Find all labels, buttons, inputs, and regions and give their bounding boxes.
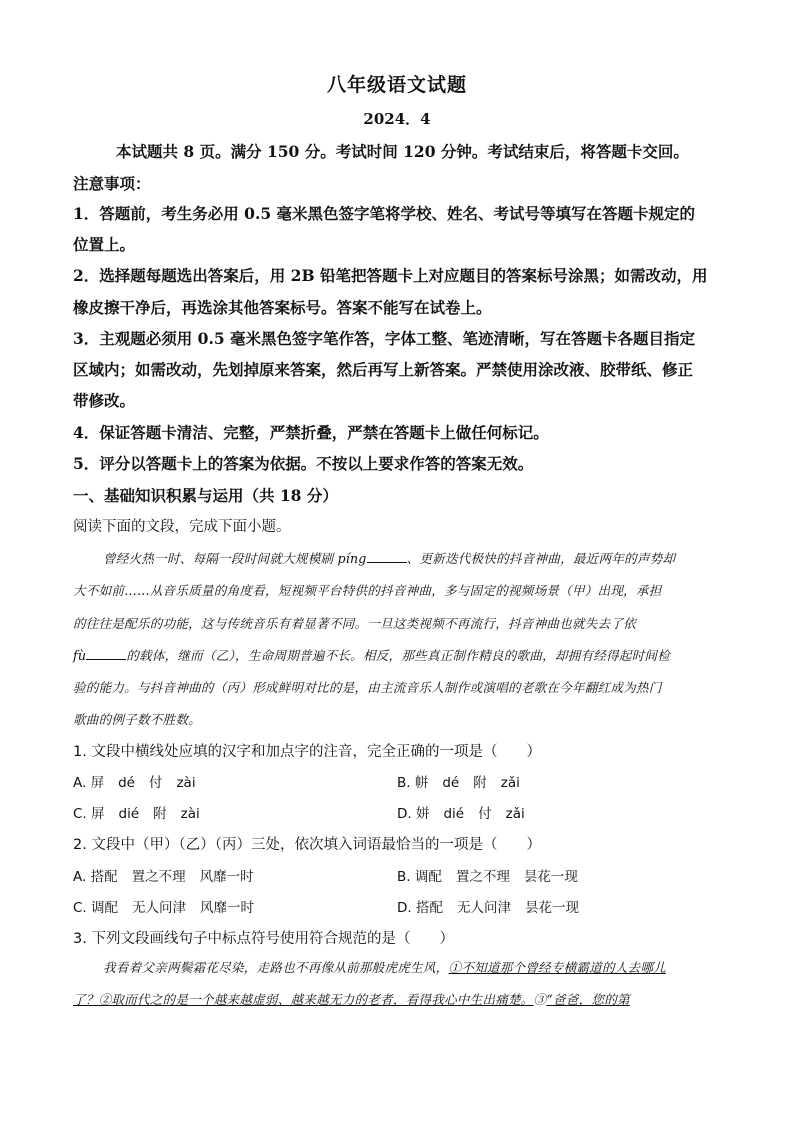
q2-option-a xyxy=(73,865,254,885)
passage-text: 曾经火热一时、每隔一段时间就大规模刷 píng xyxy=(103,551,367,566)
option-text: B. 调配 xyxy=(397,869,442,885)
note-line: 2．选择题每题选出答案后，用 2B 铅笔把答题卡上对应题目的答案标号涂黑；如需改动，用 xyxy=(73,266,708,285)
option-text: 付 xyxy=(148,775,163,791)
passage-text: fù xyxy=(73,648,87,663)
note-line: 位置上。 xyxy=(73,235,136,254)
option-text: 置之不理 xyxy=(455,869,510,885)
option-text: zài xyxy=(180,806,200,822)
passage-line: 歌曲的例子数不胜数。 xyxy=(73,712,201,727)
option-text: A. 搭配 xyxy=(73,869,118,885)
option-text: dé xyxy=(442,775,460,791)
note-line: 4．保证答题卡清洁、完整，严禁折叠，严禁在答题卡上做任何标记。 xyxy=(73,423,549,442)
underlined-sentence: “爸爸，您的第 xyxy=(546,992,630,1007)
passage-line: 的往往是配乐的功能，这与传统音乐有着显著不同。一旦这类视频不再流行，抖音神曲也就失去了依 xyxy=(73,616,636,631)
note-line: 1．答题前，考生务必用 0.5 毫米黑色签字笔将学校、姓名、考试号等填写在答题卡规定的 xyxy=(73,204,696,223)
option-text: 昙花一现 xyxy=(523,869,578,885)
option-text: 无人问津 xyxy=(456,900,511,916)
option-text: dé xyxy=(118,775,135,791)
q3-passage-line xyxy=(103,957,753,976)
passage-line: 大不如前……从音乐质量的角度看，短视频平台特供的抖音神曲，多与固定的视频场景（甲）出现，承担 xyxy=(73,583,662,598)
passage-line xyxy=(73,645,723,664)
q1-option-d xyxy=(397,802,525,822)
fill-blank xyxy=(86,647,126,660)
passage-text: 的载体，继而（乙），生命周期普遍不长。相反，那些真正制作精良的歌曲，却拥有经得起时间检 xyxy=(126,648,671,663)
option-text: D. 姘 xyxy=(397,806,430,822)
option-text: 风靡一时 xyxy=(200,900,255,916)
option-text: C. 屏 xyxy=(73,806,105,822)
q2-option-c xyxy=(73,896,254,916)
reading-instruction: 阅读下面的文段，完成下面小题。 xyxy=(73,519,291,535)
option-text: zǎi xyxy=(505,806,525,822)
exam-date: 2024．4 xyxy=(363,110,431,128)
page-title: 八年级语文试题 xyxy=(326,74,467,96)
option-text: zǎi xyxy=(500,775,520,791)
q2-option-d xyxy=(397,896,579,916)
note-line: 3．主观题必须用 0.5 毫米黑色签字笔作答，字体工整、笔迹清晰，写在答题卡各题目指定 xyxy=(73,329,696,348)
option-text: 风靡一时 xyxy=(199,869,254,885)
q2-option-b xyxy=(397,865,578,885)
question-2-stem: 2. 文段中（甲）（乙）（丙）三处，依次填入词语最恰当的一项是（ ） xyxy=(73,837,541,853)
option-text: 昙花一现 xyxy=(524,900,579,916)
option-text: C. 调配 xyxy=(73,900,119,916)
passage-line: 验的能力。与抖音神曲的（丙）形成鲜明对比的是，由主流音乐人制作或演唱的老歌在今年翻红成为热门 xyxy=(73,680,662,695)
option-text: zài xyxy=(176,775,196,791)
note-line: 区域内；如需改动，先划掉原来答案，然后再写上新答案。严禁使用涂改液、胶带纸、修正 xyxy=(73,360,694,379)
q1-option-a xyxy=(73,771,196,791)
underlined-sentence: ①不知道那个曾经专横霸道的人去哪儿 xyxy=(448,960,666,975)
note-line: 带修改。 xyxy=(73,391,136,410)
underlined-sentence: 了？②取而代之的是一个越来越虚弱、越来越无力的老者，看得我心中生出痛楚。 xyxy=(73,992,534,1007)
section-heading: 一、基础知识积累与运用（共 18 分） xyxy=(73,486,338,505)
exam-intro: 本试题共 8 页。满分 150 分。考试时间 120 分钟。考试结束后，将答题卡交回。 xyxy=(116,142,689,161)
q3-passage-line xyxy=(73,989,723,1008)
option-text: 付 xyxy=(478,806,492,822)
option-text: D. 搭配 xyxy=(397,900,443,916)
option-text: B. 帡 xyxy=(397,775,429,791)
option-text: 置之不理 xyxy=(131,869,186,885)
option-text: 无人问津 xyxy=(132,900,187,916)
note-line: 橡皮擦干净后，再选涂其他答案标号。答案不能写在试卷上。 xyxy=(73,298,492,317)
option-text: 附 xyxy=(153,806,167,822)
question-1-stem: 1. 文段中横线处应填的汉字和加点字的注音，完全正确的一项是（ ） xyxy=(73,744,541,760)
passage-text: 、更新迭代极快的抖音神曲，最近两年的声势却 xyxy=(406,551,676,566)
fill-blank xyxy=(367,550,407,563)
option-text: 附 xyxy=(473,775,487,791)
question-3-stem: 3. 下列文段画线句子中标点符号使用符合规范的是（ ） xyxy=(73,931,454,947)
passage-text: 我看着父亲两鬓霜花尽染，走路也不再像从前那般虎虎生风， xyxy=(103,960,449,975)
q1-option-c xyxy=(73,802,200,822)
passage-line xyxy=(103,548,753,567)
q1-option-b xyxy=(397,771,520,791)
notes-heading: 注意事项： xyxy=(73,174,151,193)
option-text: A. 屏 xyxy=(73,775,105,791)
option-text: dié xyxy=(118,806,140,822)
note-line: 5．评分以答题卡上的答案为依据。不按以上要求作答的答案无效。 xyxy=(73,454,534,473)
passage-text: ③ xyxy=(533,992,547,1007)
option-text: dié xyxy=(443,806,465,822)
